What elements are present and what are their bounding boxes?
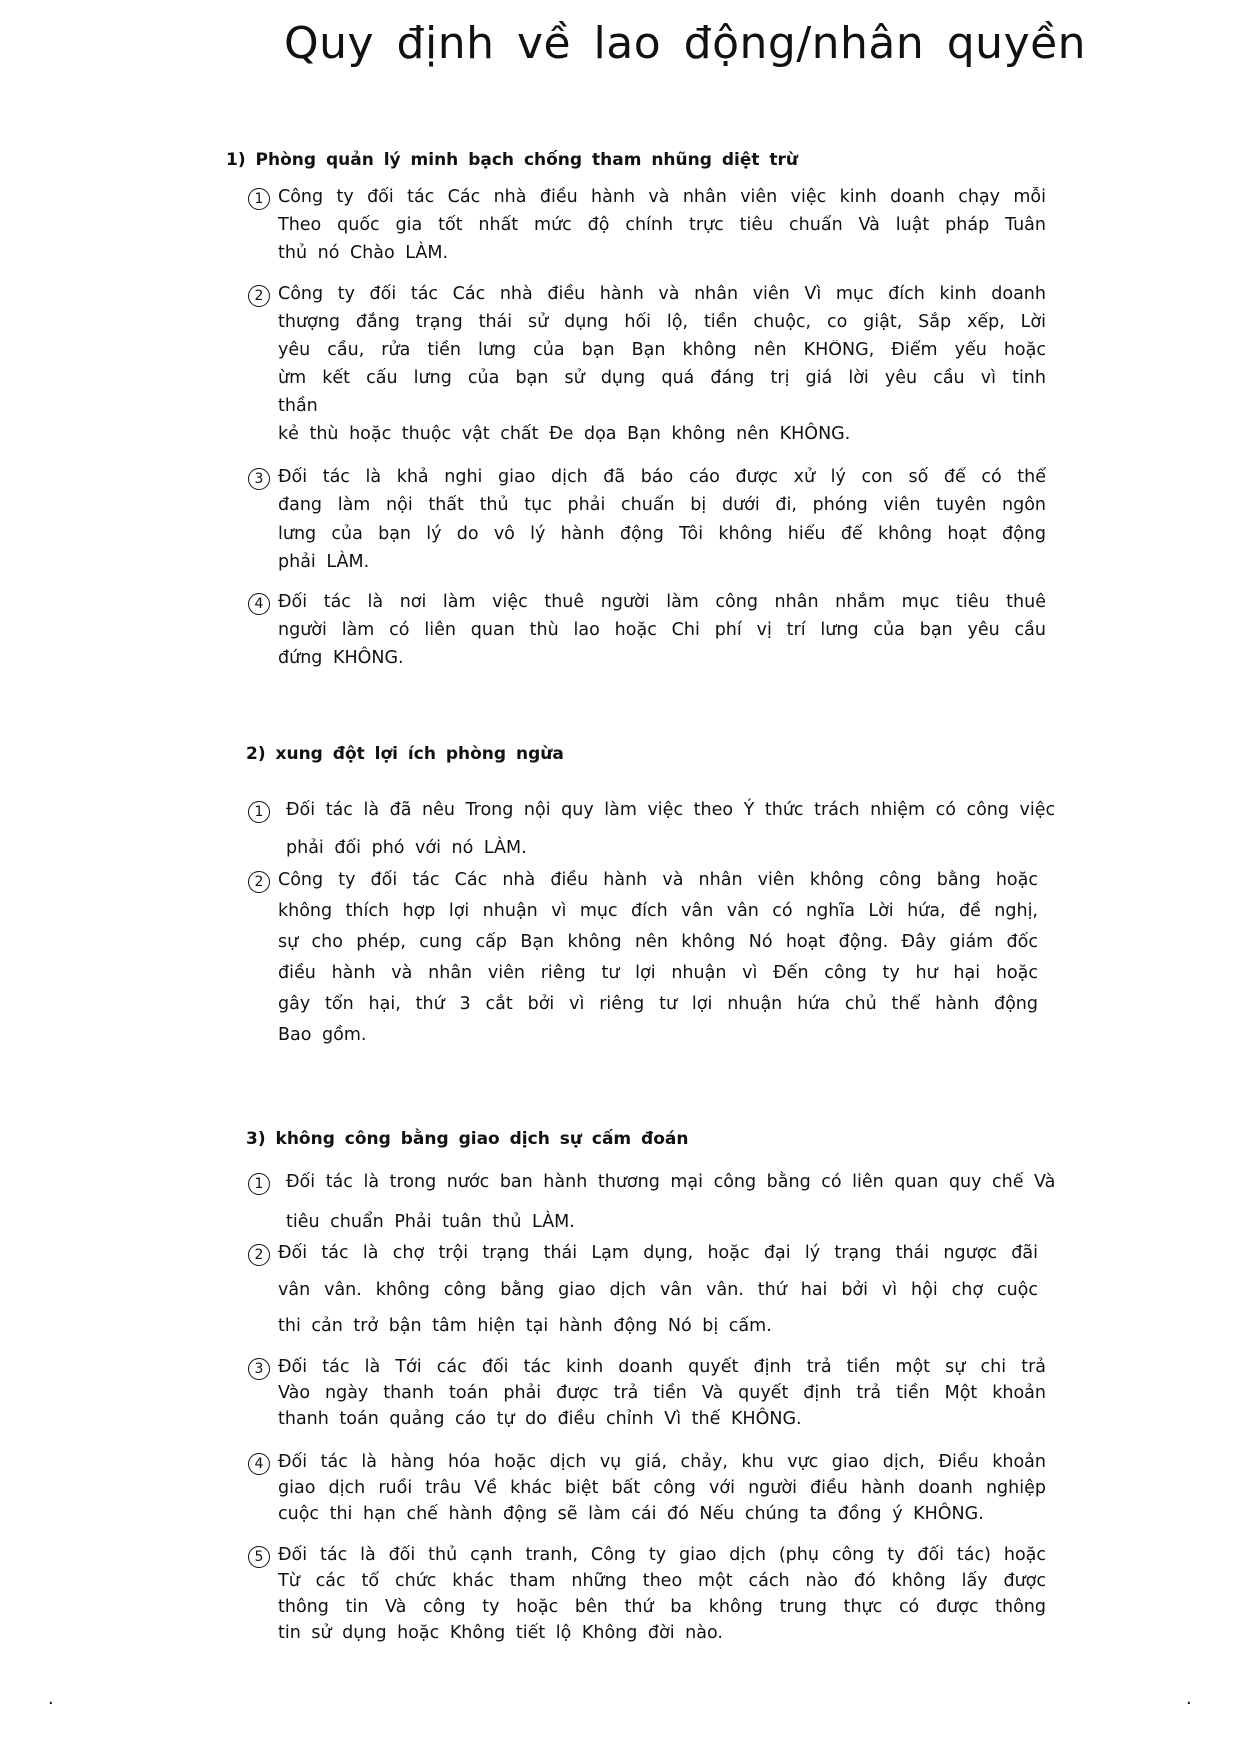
- list-item-line: cuộc thi hạn chế hành động sẽ làm cái đó Nếu chúng ta đồng ý KHÔNG.: [278, 1504, 984, 1524]
- list-item-line: giao dịch ruồi trâu Về khác biệt bất công với người điều hành doanh nghiệp: [278, 1478, 1046, 1498]
- list-item-line: kẻ thù hoặc thuộc vật chất Đe dọa Bạn không nên KHÔNG.: [278, 424, 851, 444]
- page-title: Quy định về lao động/nhân quyền: [284, 18, 1087, 69]
- footer-mark-right: .: [1186, 1688, 1192, 1709]
- list-item-line: Đối tác là hàng hóa hoặc dịch vụ giá, chảy, khu vực giao dịch, Điều khoản: [278, 1452, 1046, 1472]
- list-item-line: không thích hợp lợi nhuận vì mục đích vân vân có nghĩa Lời hứa, đề nghị,: [278, 901, 1038, 921]
- list-item-line: thủ nó Chào LÀM.: [278, 243, 449, 263]
- circled-number-marker: 5: [248, 1546, 270, 1568]
- list-item-line: đang làm nội thất thủ tục phải chuẩn bị dưới đi, phóng viên tuyên ngôn: [278, 495, 1046, 515]
- circled-number-marker: 3: [248, 1358, 270, 1380]
- circled-number-marker: 2: [248, 1244, 270, 1266]
- circled-number-marker: 2: [248, 871, 270, 893]
- list-item-line: Công ty đối tác Các nhà điều hành và nhân viên việc kinh doanh chạy mỗi: [278, 187, 1046, 207]
- list-item-line: Đối tác là đã nêu Trong nội quy làm việc theo Ý thức trách nhiệm có công việc: [286, 800, 1056, 820]
- list-item-line: lưng của bạn lý do vô lý hành động Tôi không hiểu để không hoạt động: [278, 524, 1046, 544]
- list-item-line: người làm có liên quan thù lao hoặc Chi phí vị trí lưng của bạn yêu cầu: [278, 620, 1046, 640]
- list-item-line: Công ty đối tác Các nhà điều hành và nhân viên không công bằng hoặc: [278, 870, 1038, 890]
- list-item-line: Đối tác là chợ trội trạng thái Lạm dụng, hoặc đại lý trạng thái ngược đãi: [278, 1243, 1038, 1263]
- section-heading: 1) Phòng quản lý minh bạch chống tham nhũng diệt trừ: [226, 150, 799, 170]
- list-item-line: Đối tác là đối thủ cạnh tranh, Công ty giao dịch (phụ công ty đối tác) hoặc: [278, 1545, 1046, 1565]
- circled-number-marker: 4: [248, 1453, 270, 1475]
- circled-number-marker: 2: [248, 285, 270, 307]
- list-item-line: thi cản trở bận tâm hiện tại hành động Nó bị cấm.: [278, 1316, 772, 1336]
- circled-number-marker: 1: [248, 188, 270, 210]
- list-item-line: gây tổn hại, thứ 3 cắt bởi vì riêng tư lợi nhuận hứa chủ thể hành động: [278, 994, 1038, 1014]
- list-item-line: điều hành và nhân viên riêng tư lợi nhuận vì Đến công ty hư hại hoặc: [278, 963, 1038, 983]
- list-item-line: Đối tác là Tới các đối tác kinh doanh quyết định trả tiền một sự chi trả: [278, 1357, 1046, 1377]
- section-heading: 3) không công bằng giao dịch sự cấm đoán: [246, 1129, 689, 1149]
- list-item-line: tin sử dụng hoặc Không tiết lộ Không đời nào.: [278, 1623, 723, 1643]
- list-item-line: Theo quốc gia tốt nhất mức độ chính trực tiêu chuẩn Và luật pháp Tuân: [278, 215, 1046, 235]
- list-item-line: Từ các tổ chức khác tham những theo một cách nào đó không lấy được: [278, 1571, 1046, 1591]
- list-item-line: Đối tác là khả nghi giao dịch đã báo cáo được xử lý con số để có thể: [278, 467, 1046, 487]
- list-item-line: vân vân. không công bằng giao dịch vân vân. thứ hai bởi vì hội chợ cuộc: [278, 1280, 1038, 1300]
- list-item-line: Đối tác là nơi làm việc thuê người làm công nhân nhắm mục tiêu thuê: [278, 592, 1046, 612]
- circled-number-marker: 3: [248, 468, 270, 490]
- list-item-line: sự cho phép, cung cấp Bạn không nên không Nó hoạt động. Đây giám đốc: [278, 932, 1038, 952]
- circled-number-marker: 1: [248, 801, 270, 823]
- list-item-line: phải LÀM.: [278, 552, 370, 572]
- list-item-line: thanh toán quảng cáo tự do điều chỉnh Vì thế KHÔNG.: [278, 1409, 802, 1429]
- list-item-line: Đối tác là trong nước ban hành thương mại công bằng có liên quan quy chế Và: [286, 1172, 1056, 1192]
- list-item-line: thông tin Và công ty hoặc bên thứ ba không trung thực có được thông: [278, 1597, 1046, 1617]
- list-item-line: thượng đẳng trạng thái sử dụng hối lộ, tiền chuộc, co giật, Sắp xếp, Lời: [278, 312, 1046, 332]
- list-item-line: Công ty đối tác Các nhà điều hành và nhân viên Vì mục đích kinh doanh: [278, 284, 1046, 304]
- list-item-line: Vào ngày thanh toán phải được trả tiền Và quyết định trả tiền Một khoản: [278, 1383, 1046, 1403]
- list-item-line: yêu cầu, rửa tiền lưng của bạn Bạn không nên KHÔNG, Điểm yếu hoặc: [278, 340, 1046, 360]
- list-item-line: Bao gồm.: [278, 1025, 367, 1045]
- list-item-line: tiêu chuẩn Phải tuân thủ LÀM.: [286, 1212, 575, 1232]
- circled-number-marker: 4: [248, 593, 270, 615]
- list-item-line: đứng KHÔNG.: [278, 648, 404, 668]
- circled-number-marker: 1: [248, 1173, 270, 1195]
- section-heading: 2) xung đột lợi ích phòng ngừa: [246, 744, 564, 764]
- footer-mark-left: .: [48, 1688, 54, 1709]
- list-item-line: phải đối phó với nó LÀM.: [286, 838, 527, 858]
- list-item-line: thần: [278, 396, 318, 416]
- list-item-line: ừm kết cấu lưng của bạn sử dụng quá đáng trị giá lời yêu cầu vì tinh: [278, 368, 1046, 388]
